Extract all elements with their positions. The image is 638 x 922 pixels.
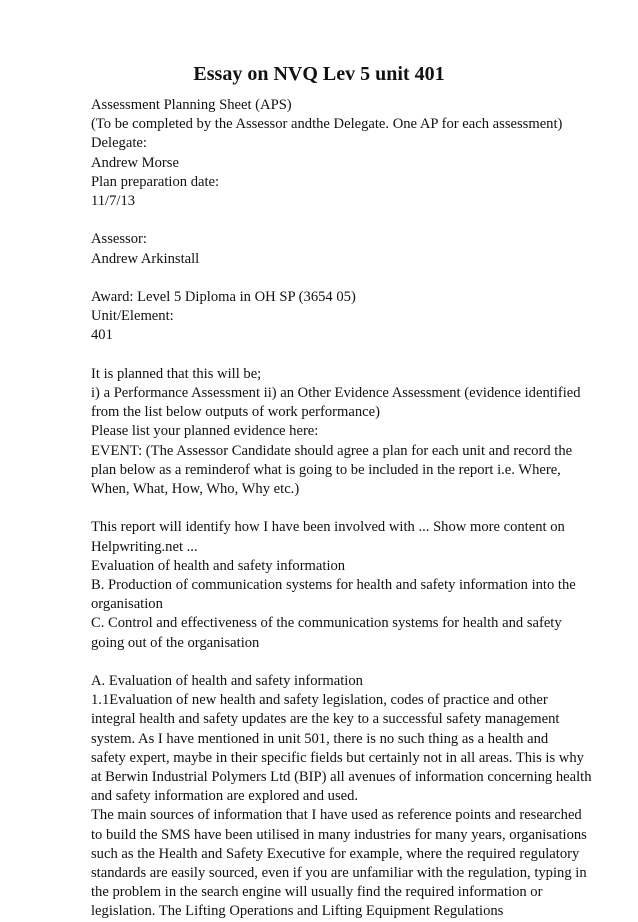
paragraph-gap: [91, 653, 603, 672]
paragraph-gap: [91, 211, 603, 230]
text-line: The main sources of information that I have used as reference points and researched: [91, 807, 582, 824]
text-line: Plan preparation date:: [91, 173, 220, 190]
paragraph-gap: [91, 499, 603, 518]
text-line: system. As I have mentioned in unit 501, there is no such thing as a health and: [91, 730, 549, 747]
text-line: from the list below outputs of work performance): [91, 404, 380, 421]
text-line: (To be completed by the Assessor andthe Delegate. One AP for each assessment): [91, 116, 563, 133]
text-line: Evaluation of health and safety information: [91, 557, 346, 574]
text-line: Assessor:: [91, 231, 147, 248]
text-line: Unit/Element:: [91, 308, 174, 325]
text-line: safety expert, maybe in their specific fields but certainly not in all areas. This is why: [91, 749, 584, 766]
text-line: 401: [91, 327, 113, 344]
text-line: plan below as a reminderof what is going to be included in the report i.e. Where,: [91, 461, 561, 478]
text-line: Please list your planned evidence here:: [91, 423, 319, 440]
text-line: Award: Level 5 Diploma in OH SP (3654 05): [91, 289, 356, 305]
text-line: When, What, How, Who, Why etc.): [91, 481, 300, 498]
text-line: Helpwriting.net ...: [91, 538, 198, 555]
text-line: and safety information are explored and used.: [91, 788, 359, 805]
text-line: 11/7/13: [91, 193, 136, 210]
document-title: Essay on NVQ Lev 5 unit 401: [193, 63, 445, 85]
text-line: B. Production of communication systems for health and safety information into the: [91, 577, 576, 594]
text-line: organisation: [91, 596, 163, 613]
text-line: such as the Health and Safety Executive for example, where the required regulatory: [91, 845, 580, 862]
text-line: integral health and safety updates are the key to a successful safety management: [91, 711, 560, 728]
document-body: [91, 96, 603, 922]
text-line: It is planned that this will be;: [91, 365, 262, 382]
text-line: This report will identify how I have been involved with ... Show more content on: [91, 519, 565, 536]
text-line: Andrew Arkinstall: [91, 250, 200, 267]
text-line: i) a Performance Assessment ii) an Other Evidence Assessment (evidence identified: [91, 385, 581, 401]
paragraph-gap: [91, 269, 603, 288]
text-line: legislation. The Lifting Operations and Lifting Equipment Regulations: [91, 903, 504, 920]
text-line: A. Evaluation of health and safety information: [91, 673, 363, 690]
text-line: Assessment Planning Sheet (APS): [91, 97, 292, 113]
text-line: 1.1Evaluation of new health and safety legislation, codes of practice and other: [91, 692, 548, 709]
text-line: standards are easily sourced, even if you are unfamiliar with the regulation, typing in: [91, 865, 587, 882]
text-line: Andrew Morse: [91, 154, 179, 171]
text-line: to build the SMS have been utilised in many industries for many years, organisations: [91, 826, 587, 843]
text-line: at Berwin Industrial Polymers Ltd (BIP) all avenues of information concerning health: [91, 769, 592, 786]
text-line: EVENT: (The Assessor Candidate should agree a plan for each unit and record the: [91, 442, 573, 459]
text-line: C. Control and effectiveness of the communication systems for health and safety: [91, 615, 562, 632]
paragraph-gap: [91, 346, 603, 365]
text-line: going out of the organisation: [91, 634, 260, 651]
text-line: Delegate:: [91, 135, 147, 152]
text-line: the problem in the search engine will usually find the required information or: [91, 884, 543, 901]
